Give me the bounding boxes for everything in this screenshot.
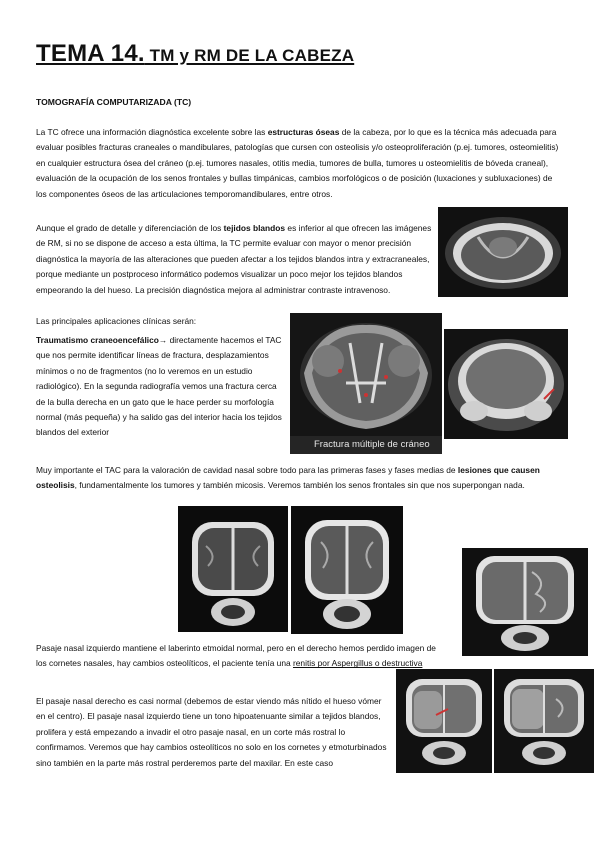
- p2-text-c: es inferior al que ofrecen las imágenes de RM, si no se dispone de acceso a esta última, la TC permite evaluar con mayor o menor precisión diagnóstica la mayoría de las alteraciones que pueden afectar a los tejidos blandos intra y extracraneales, porque mediante un postproceso informático podemos visualizar un poco mejor los tejidos blandos empeorando la del hueso. La precisión diagnóstica mejora al administrar contraste intravenoso.: [36, 223, 432, 295]
- p4-bold: Traumatismo craneoencefálico: [36, 335, 159, 345]
- p5-text-c: , fundamentalmente los tumores y también micosis. Veremos también los senos frontales sin que nos superpongan nada.: [74, 480, 525, 491]
- ct-nasal-tumor-b-image: [494, 669, 594, 773]
- p6-underlined: renitis por Aspergillus o destructiva: [292, 658, 423, 669]
- paragraph-right-passage: El pasaje nasal derecho es casi normal (debemos de estar viendo más nítido el hueso vómer en el centro). El pasaje nasal izquierdo tiene un tono hipoatenuante similar a tejidos blandos, prolifera y está empezando a invadir el otro pasaje nasal, en un corte más rostral lo confirmamos. Veremos que hay cambios osteolíticos no solo en los cornetes y etmoturbinados sino también en la parte más rostral perderemos parte del maxilar. En este caso: [36, 696, 387, 768]
- paragraph-soft-tissue: [36, 221, 432, 298]
- p1-text-c: de la cabeza, por lo que es la técnica más adecuada para evaluar posibles fracturas craneales o mandibulares, patologías que cursen con osteolisis y/o osteoproliferación (p.ej. tumores, osteomielitis) en cualquier estructura ósea del cráneo (p.ej. tumores nasales, otitis media, tumores de bulla, tumores u osteomielitis de bóveda craneal), evaluación de la ocupación de los senos frontales y bullas timpánicas, cambios morfológicos o de posición (luxaciones y subluxaciones) de los componentes óseos de las articulaciones temporomandibulares, entre otros.: [36, 127, 559, 199]
- p2-bold: tejidos blandos: [223, 223, 286, 233]
- paragraph-applications: Las principales aplicaciones clínicas serán:: [36, 316, 197, 326]
- ct-scan-icon: [178, 506, 288, 632]
- ct-scan-icon: [494, 669, 594, 773]
- p4-text-c: directamente hacemos el TAC que nos permite identificar líneas de fractura, desplazamientos mínimos o no de fragmentos (no lo veremos en un estudio radiológico). En la segunda radiografía vemos una fractura cerca de la bulla derecha en un gato que le hace perder su morfología normal (más pequeña) y ha salido gas del interior hacia los tejidos blandos del exterior: [36, 335, 282, 438]
- arrow-icon: →: [158, 335, 168, 345]
- ct-nasal-tumor-a-image: [396, 669, 492, 773]
- ct-scan-icon: [290, 313, 442, 454]
- title-rest: TM y RM DE LA CABEZA: [144, 46, 355, 65]
- p5-bold: lesiones que causen osteolisis: [36, 465, 540, 491]
- ct-scan-icon: [462, 548, 588, 656]
- p6-text-a: Pasaje nasal izquierdo mantiene el laberinto etmoidal normal, pero en el derecho hemos perdido imagen de los cornetes nasales, hay cambios osteolíticos, el paciente tenía una: [36, 643, 436, 669]
- paragraph-aspergillus: [36, 641, 448, 672]
- ct-scan-icon: [396, 669, 492, 773]
- paragraph-intro: [36, 125, 564, 202]
- ct-scan-icon: [291, 506, 403, 634]
- p5-text-a: Muy importante el TAC para la valoración de cavidad nasal sobre todo para las primeras fases y fases medias de: [36, 465, 458, 475]
- p2-text-a: Aunque el grado de detalle y diferenciación de los: [36, 223, 224, 233]
- paragraph-trauma: [36, 333, 286, 441]
- ct-nasal-left-image: [178, 506, 288, 632]
- title-main: TEMA 14.: [36, 40, 145, 67]
- section-heading: TOMOGRAFÍA COMPUTARIZADA (TC): [36, 97, 192, 107]
- ct-nasal-aspergillus-image: [462, 548, 588, 656]
- ct-scan-icon: [438, 207, 568, 297]
- page-title: [36, 40, 354, 68]
- p1-text-a: La TC ofrece una información diagnóstica excelente sobre las: [36, 127, 268, 137]
- paragraph-nasal-cavity: [36, 463, 566, 494]
- ct-nasal-right-image: [291, 506, 403, 634]
- ct-fracture-skull-image: [290, 313, 442, 454]
- ct-cat-bulla-image: [444, 329, 568, 439]
- p1-bold: estructuras óseas: [267, 127, 340, 137]
- fracture-caption: Fractura múltiple de cráneo: [290, 436, 442, 454]
- ct-skull-brain-image: [438, 207, 568, 297]
- ct-scan-icon: [444, 329, 568, 439]
